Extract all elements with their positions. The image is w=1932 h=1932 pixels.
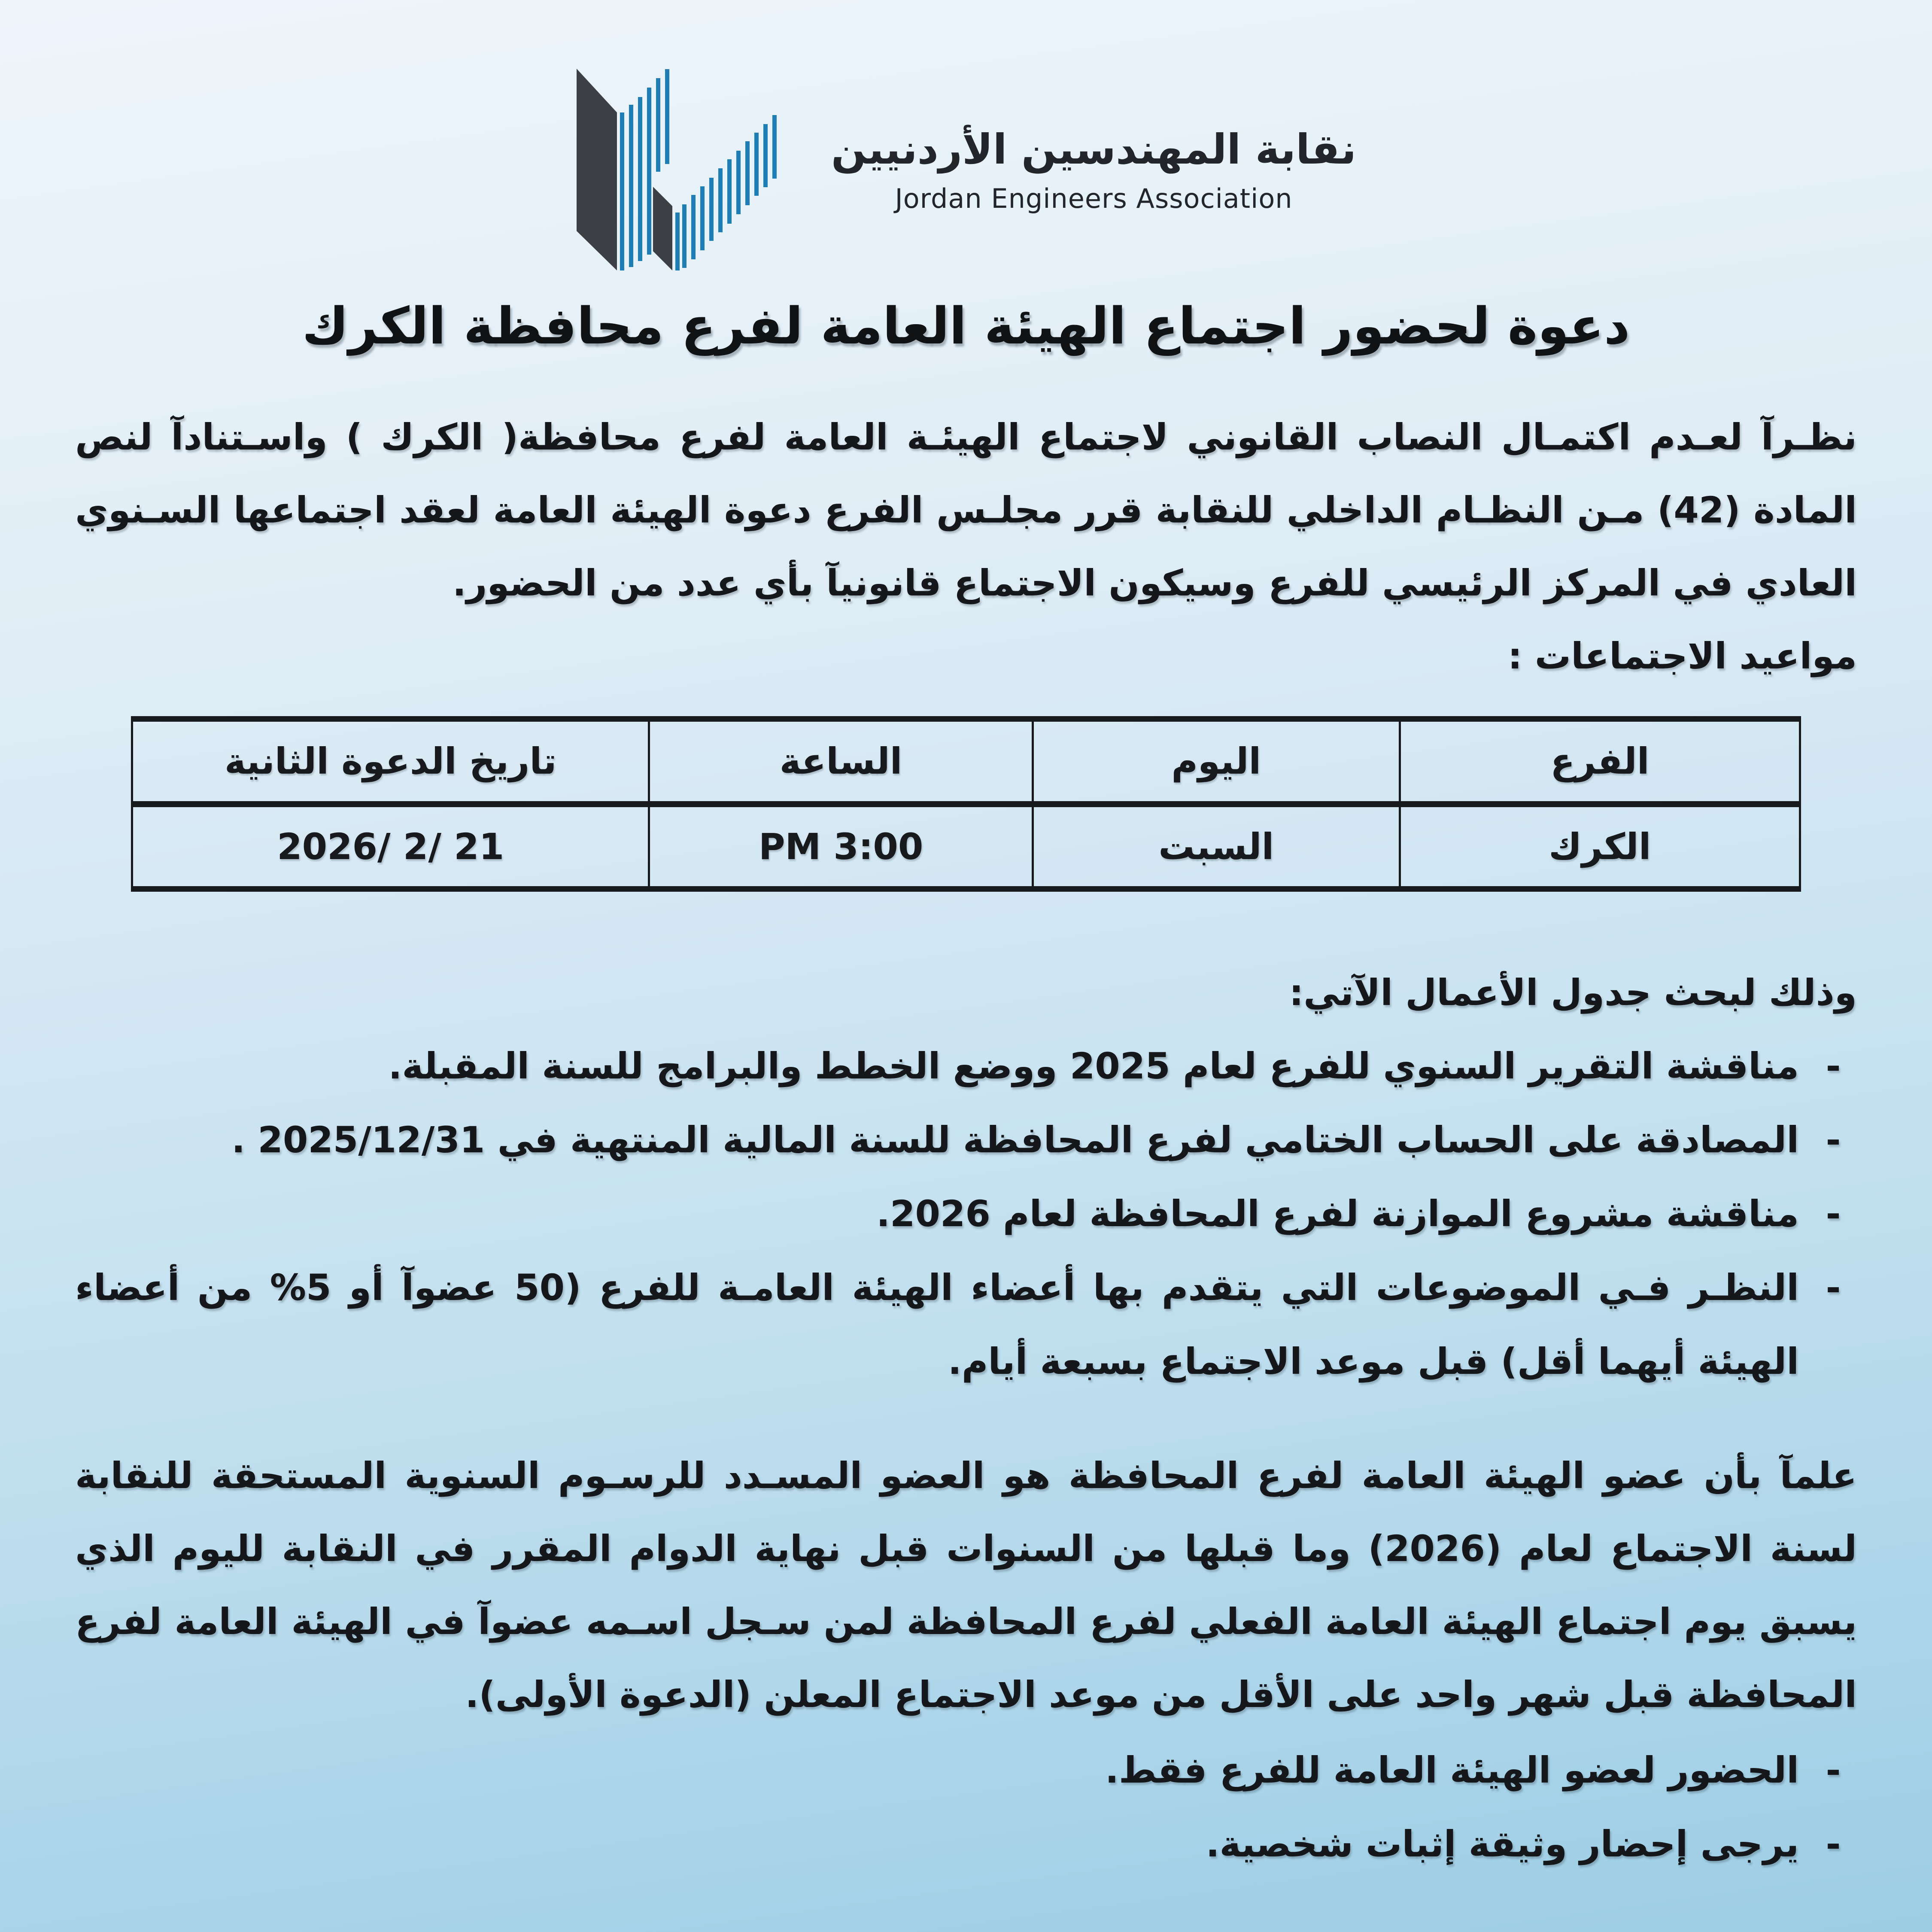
- list-item: [75, 1807, 1857, 1881]
- agenda-item-text: المصادقة على الحساب الختامي لفرع المحافظة للسنة المالية المنتهية في 2025/12/31 .: [231, 1119, 1799, 1161]
- agenda-item-text: مناقشة مشروع الموازنة لفرع المحافظة لعام 2026.: [876, 1193, 1799, 1235]
- cell-branch: الكرك: [1400, 804, 1800, 889]
- bullet-dash: -: [1826, 1119, 1841, 1161]
- table-row: [132, 804, 1800, 889]
- footer-list: [75, 1733, 1857, 1881]
- intro-paragraph: نظـرآ لعـدم اكتمـال النصاب القانوني لاجتماع الهيئـة العامة لفرع محافظة( الكرك ) واسـتنادآ لنص المادة (42) مـن النظـام الداخلي للنقابة قرر مجلـس الفرع دعوة الهيئة العامة لعقد اجتماعها السـنوي العادي في المركز الرئيسي للفرع وسيكون الاجتماع قانونيآ بأي عدد من الحضور.: [75, 416, 1857, 604]
- logo-names: [831, 125, 1356, 214]
- list-item: [75, 1029, 1857, 1103]
- list-item: [75, 1177, 1857, 1251]
- schedule-label: مواعيد الاجتماعات :: [1507, 635, 1857, 677]
- bullet-dash: -: [1826, 1267, 1841, 1309]
- footer-item-text: يرجى إحضار وثيقة إثبات شخصية.: [1206, 1823, 1799, 1865]
- list-item: [75, 1251, 1857, 1398]
- jea-logo-icon: [576, 64, 790, 275]
- membership-note-paragraph: علمآ بأن عضو الهيئة العامة لفرع المحافظة هو العضو المسـدد للرسـوم السنوية المستحقة للنقابة لسنة الاجتماع لعام (2026) وما قبلها من السنوات قبل نهاية الدوام المقرر في النقابة لليوم الذي يسبق يوم اجتماع الهيئة العامة الفعلي لفرع المحافظة لمن سـجل اسـمه عضوآ في الهيئة العامة لفرع المحافظة قبل شهر واحد على الأقل من موعد الاجتماع المعلن (الدعوة الأولى).: [75, 1455, 1857, 1716]
- page-title: دعوة لحضور اجتماع الهيئة العامة لفرع محافظة الكرك: [302, 296, 1630, 355]
- bullet-dash: -: [1826, 1749, 1841, 1791]
- header-day: اليوم: [1033, 719, 1400, 804]
- table-header-row: [132, 719, 1800, 804]
- header-branch: الفرع: [1400, 719, 1800, 804]
- logo-block: [0, 0, 1932, 275]
- list-item: [75, 1733, 1857, 1807]
- bullet-dash: -: [1826, 1823, 1841, 1865]
- agenda-item-text: مناقشة التقرير السنوي للفرع لعام 2025 ووضع الخطط والبرامج للسنة المقبلة.: [388, 1045, 1799, 1087]
- bullet-dash: -: [1826, 1193, 1841, 1235]
- logo-title-arabic: نقابة المهندسين الأردنيين: [831, 125, 1357, 173]
- footer-item-text: الحضور لعضو الهيئة العامة للفرع فقط.: [1105, 1749, 1799, 1791]
- agenda-list: [75, 1029, 1857, 1398]
- list-item: [75, 1103, 1857, 1177]
- header-second-invitation-date: تاريخ الدعوة الثانية: [132, 719, 649, 804]
- logo-title-english: Jordan Engineers Association: [895, 182, 1293, 214]
- agenda-intro: وذلك لبحث جدول الأعمال الآتي:: [1289, 972, 1857, 1014]
- cell-day: السبت: [1033, 804, 1400, 889]
- cell-date: 2026/ 2/ 21: [132, 804, 649, 889]
- header-time: الساعة: [649, 719, 1033, 804]
- cell-time: PM 3:00: [649, 804, 1033, 889]
- content-body: [0, 401, 1932, 1881]
- agenda-item-text: النظـر فـي الموضوعات التي يتقدم بها أعضاء الهيئة العامـة للفرع (50 عضوآ أو 5% من أعضاء الهيئة أيهما أقل) قبل موعد الاجتماع بسبعة أيام.: [75, 1267, 1799, 1382]
- meeting-schedule-table: [131, 716, 1801, 892]
- bullet-dash: -: [1826, 1045, 1841, 1087]
